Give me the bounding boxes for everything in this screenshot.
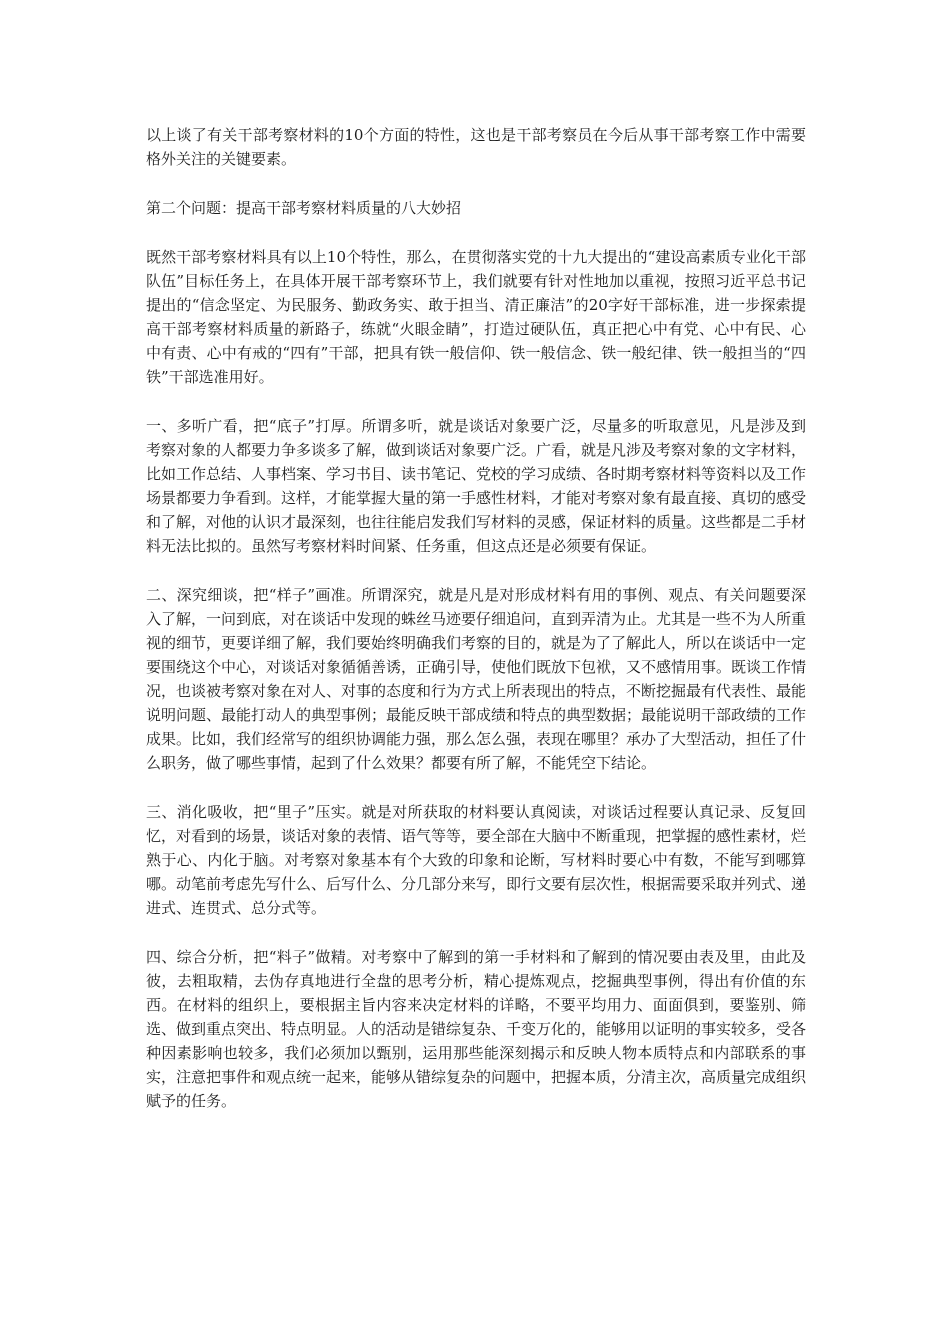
paragraph-point-4: 四、综合分析，把“料子”做精。对考察中了解到的第一手材料和了解到的情况要由表及里，由此及彼，去粗取精，去伪存真地进行全盘的思考分析，精心提炼观点，挖掘典型事例，得出有价值的东西。在材料的组织上，要根据主旨内容来决定材料的详略，不要平均用力、面面俱到，要鉴别、筛选、做到重点突出、特点明显。人的活动是错综复杂、千变万化的，能够用以证明的事实较多，受各种因素影响也较多，我们必须加以甄别，运用那些能深刻揭示和反映人物本质特点和内部联系的事实，注意把事件和观点统一起来，能够从错综复杂的问题中，把握本质，分清主次，高质量完成组织赋予的任务。: [146, 948, 807, 1110]
paragraph-point-2: 二、深究细谈，把“样子”画准。所谓深究，就是凡是对形成材料有用的事例、观点、有关问题要深入了解，一问到底，对在谈话中发现的蛛丝马迹要仔细追问，直到弄清为止。尤其是一些不为人所重视的细节，更要详细了解，我们要始终明确我们考察的目的，就是为了了解此人，所以在谈话中一定要围绕这个中心，对谈话对象循循善诱，正确引导，使他们既放下包袱，又不感情用事。既谈工作情况，也谈被考察对象在对人、对事的态度和行为方式上所表现出的特点，不断挖掘最有代表性、最能说明问题、最能打动人的典型事例；最能反映干部成绩和特点的典型数据；最能说明干部政绩的工作成果。比如，我们经常写的组织协调能力强，那么怎么强，表现在哪里？承办了大型活动，担任了什么职务，做了哪些事情，起到了什么效果？都要有所了解，不能凭空下结论。: [146, 586, 807, 772]
paragraph-intro: 既然干部考察材料具有以上10个特性，那么，在贯彻落实党的十九大提出的“建设高素质专业化干部队伍”目标任务上，在具体开展干部考察环节上，我们就要有针对性地加以重视，按照习近平总书记提出的“信念坚定、为民服务、勤政务实、敢于担当、清正廉洁”的20字好干部标准，进一步探索提高干部考察材料质量的新路子，练就“火眼金睛”，打造过硬队伍，真正把心中有党、心中有民、心中有责、心中有戒的“四有”干部，把具有铁一般信仰、铁一般信念、铁一般纪律、铁一般担当的“四铁”干部选准用好。: [146, 248, 806, 386]
document-page: [146, 123, 806, 1138]
section-heading: 第二个问题：提高干部考察材料质量的八大妙招: [146, 199, 462, 217]
paragraph-point-1: 一、多听广看，把“底子”打厚。所谓多听，就是谈话对象要广泛，尽量多的听取意见，凡是涉及到考察对象的人都要力争多谈多了解，做到谈话对象要广泛。广看，就是凡涉及考察对象的文字材料，比如工作总结、人事档案、学习书目、读书笔记、党校的学习成绩、各时期考察材料等资料以及工作场景都要力争看到。这样，才能掌握大量的第一手感性材料，才能对考察对象有最直接、真切的感受和了解，对他的认识才最深刻，也往往能启发我们写材料的灵感，保证材料的质量。这些都是二手材料无法比拟的。虽然写考察材料时间紧、任务重，但这点还是必须要有保证。: [146, 417, 807, 555]
paragraph-point-3: 三、消化吸收，把“里子”压实。就是对所获取的材料要认真阅读，对谈话过程要认真记录、反复回忆，对看到的场景，谈话对象的表情、语气等等，要全部在大脑中不断重现，把掌握的感性素材，烂熟于心、内化于脑。对考察对象基本有个大致的印象和论断，写材料时要心中有数，不能写到哪算哪。动笔前考虑先写什么、后写什么、分几部分来写，即行文要有层次性，根据需要采取并列式、递进式、连贯式、总分式等。: [146, 803, 807, 917]
paragraph-summary: 以上谈了有关干部考察材料的10个方面的特性，这也是干部考察员在今后从事干部考察工作中需要格外关注的关键要素。: [146, 126, 806, 168]
